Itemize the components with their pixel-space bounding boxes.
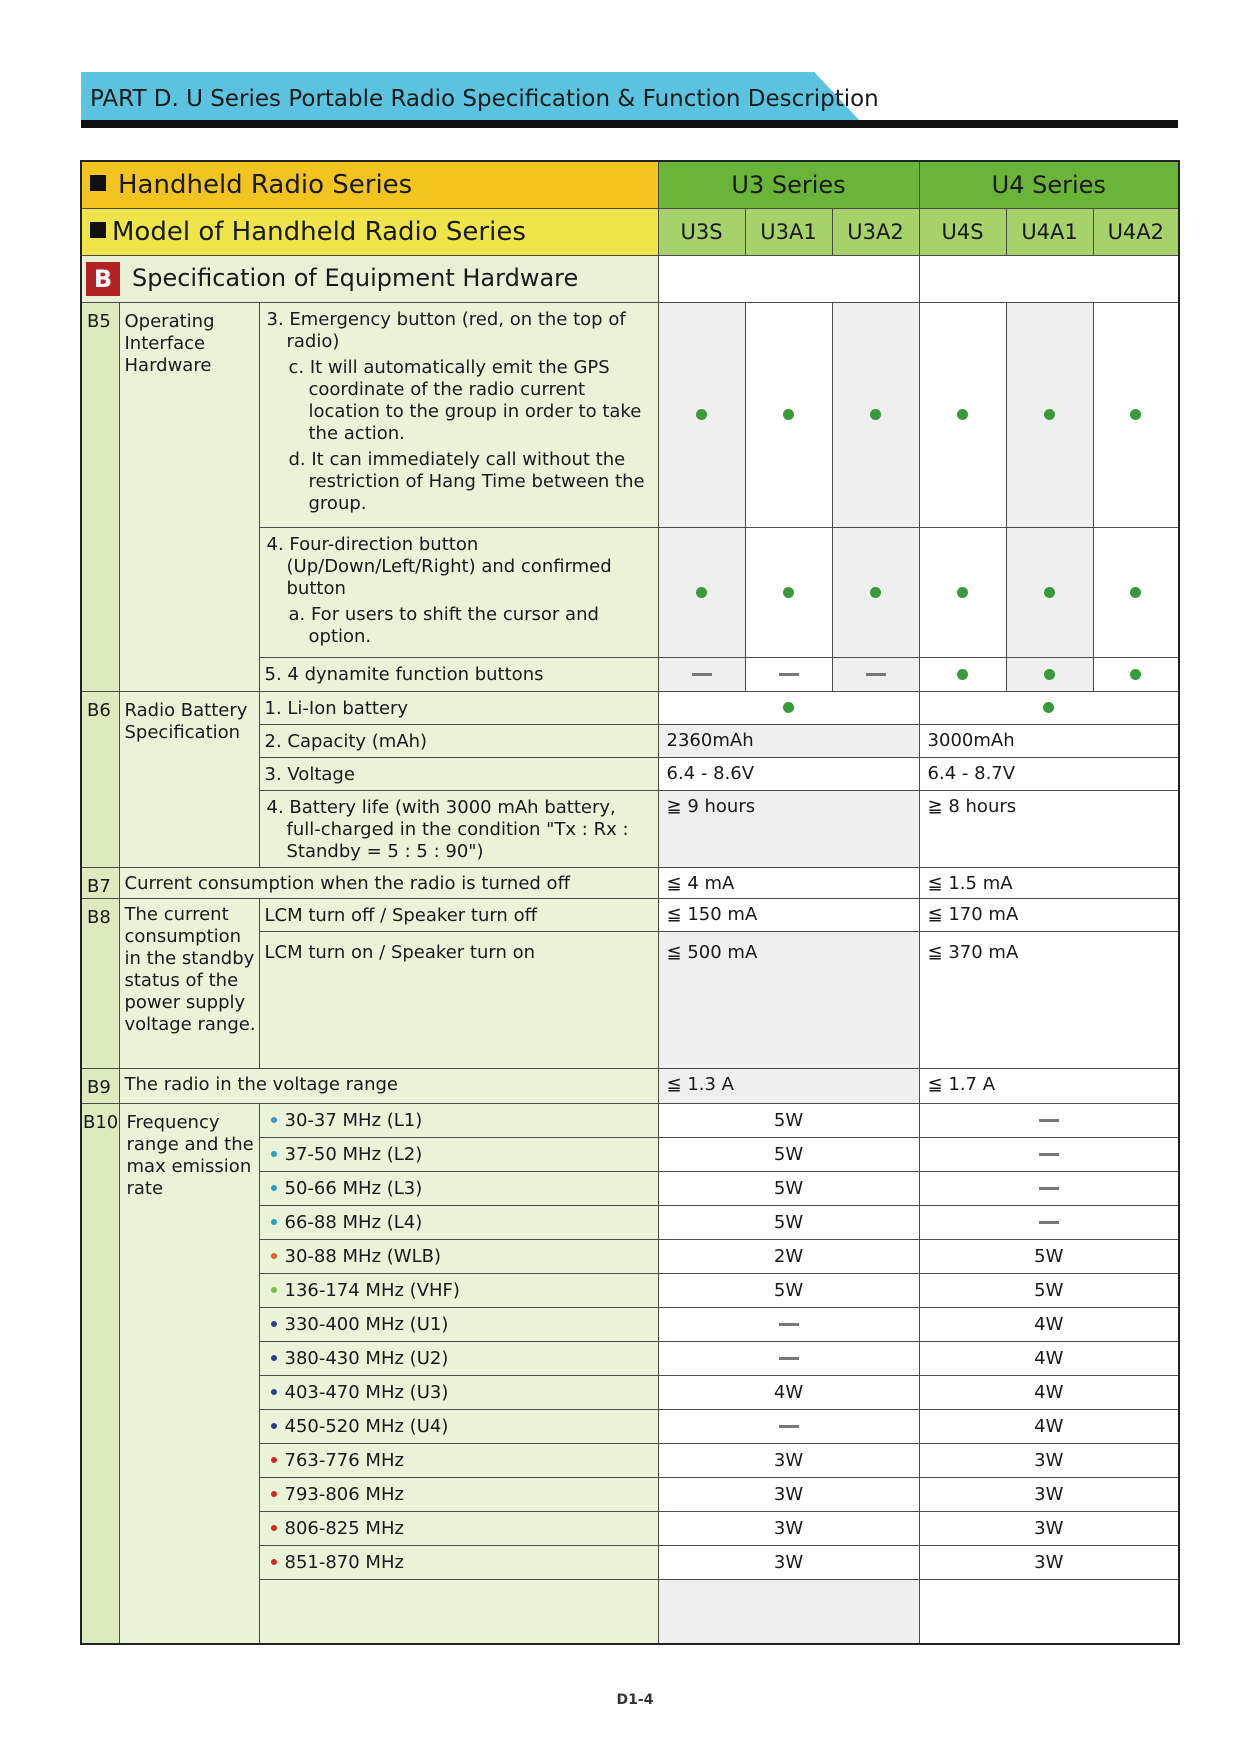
- supported-dot-icon: [957, 409, 968, 420]
- u3-value: ≦ 500 mA: [658, 932, 919, 1069]
- u4-value: 6.4 - 8.7V: [919, 758, 1179, 791]
- emergency-sub-c: c. It will automatically emit the GPS coordinate of the radio current location to the group in order to take the action.: [288, 357, 642, 444]
- square-bullet-icon: [90, 175, 106, 191]
- u4-power: 3W: [919, 1512, 1179, 1546]
- four-direction-title: 4. Four-direction button (Up/Down/Left/Right) and confirmed button: [266, 534, 612, 599]
- supported-dot-icon: [783, 702, 794, 713]
- u4-power: 3W: [919, 1478, 1179, 1512]
- emergency-title: 3. Emergency button (red, on the top of radio): [266, 309, 626, 352]
- band-label-cell: [259, 1512, 658, 1546]
- mark-cell: [1006, 303, 1093, 528]
- supported-dot-icon: [696, 409, 707, 420]
- mark-cell: [745, 658, 832, 692]
- band-bullet-icon: [271, 1287, 277, 1293]
- b6-battery-row: [81, 692, 1179, 725]
- mark-cell: [1093, 658, 1179, 692]
- band-label: 30-37 MHz (L1): [284, 1110, 423, 1131]
- model-label: Model of Handheld Radio Series: [112, 217, 526, 247]
- not-supported-dash-icon: [779, 1357, 799, 1360]
- mark-cell: [1093, 303, 1179, 528]
- mark-cell: [1093, 528, 1179, 658]
- section-u4-blank: [919, 256, 1179, 303]
- band-label-cell: [259, 1172, 658, 1206]
- u4-power: 5W: [919, 1240, 1179, 1274]
- b8-code: B8: [81, 899, 119, 1069]
- blank-u3-cell: [658, 1580, 919, 1644]
- band-bullet-icon: [271, 1151, 277, 1157]
- band-bullet-icon: [271, 1219, 277, 1225]
- blank-u4-cell: [919, 1580, 1179, 1644]
- u4-value: ≦ 1.7 A: [919, 1069, 1179, 1104]
- band-label-cell: [259, 1138, 658, 1172]
- u4-value: 3000mAh: [919, 725, 1179, 758]
- page-number: D1-4: [616, 1692, 654, 1708]
- u3-power: 5W: [658, 1172, 919, 1206]
- supported-dot-icon: [1130, 669, 1141, 680]
- u3-power: 2W: [658, 1240, 919, 1274]
- supported-dot-icon: [1130, 409, 1141, 420]
- band-label-cell: [259, 1206, 658, 1240]
- mark-cell: [832, 528, 919, 658]
- band-label: 50-66 MHz (L3): [284, 1178, 423, 1199]
- mark-cell: [919, 303, 1006, 528]
- supported-dot-icon: [870, 409, 881, 420]
- band-label: 851-870 MHz: [284, 1552, 404, 1573]
- section-u3-blank: [658, 256, 919, 303]
- series-header-row: [81, 161, 1179, 209]
- supported-dot-icon: [870, 587, 881, 598]
- mark-cell: [1006, 658, 1093, 692]
- model-u4s: U4S: [919, 209, 1006, 256]
- blank-item-cell: [259, 1580, 658, 1644]
- b6-battery-item: 1. Li-Ion battery: [259, 692, 658, 725]
- band-label: 37-50 MHz (L2): [284, 1144, 423, 1165]
- b5-emergency-item: [259, 303, 658, 528]
- band-bullet-icon: [271, 1389, 277, 1395]
- band-bullet-icon: [271, 1355, 277, 1361]
- mark-cell: [919, 658, 1006, 692]
- u3-value: ≦ 4 mA: [658, 868, 919, 899]
- u3-power: 3W: [658, 1478, 919, 1512]
- u3-power: [658, 1308, 919, 1342]
- b8-on-item: LCM turn on / Speaker turn on: [259, 932, 658, 1069]
- model-u4a2: U4A2: [1093, 209, 1179, 256]
- mark-cell: [745, 528, 832, 658]
- band-label-cell: [259, 1308, 658, 1342]
- model-header-row: [81, 209, 1179, 256]
- band-label-cell: [259, 1376, 658, 1410]
- b6-code: B6: [81, 692, 119, 868]
- u3-value: ≦ 150 mA: [658, 899, 919, 932]
- section-badge: B: [86, 262, 120, 296]
- u4-value: ≦ 370 mA: [919, 932, 1179, 1069]
- b10-category: Frequency range and the max emission rate: [119, 1104, 259, 1644]
- b8-off-item: LCM turn off / Speaker turn off: [259, 899, 658, 932]
- b9-code: B9: [81, 1069, 119, 1104]
- u3-value: ≧ 9 hours: [658, 791, 919, 868]
- b8-off-row: [81, 899, 1179, 932]
- u4-power: 4W: [919, 1308, 1179, 1342]
- supported-dot-icon: [1044, 587, 1055, 598]
- not-supported-dash-icon: [692, 673, 712, 676]
- b10-band-row: [81, 1104, 1179, 1138]
- b5-dynamite-item: 5. 4 dynamite function buttons: [259, 658, 658, 692]
- model-u3s: U3S: [658, 209, 745, 256]
- band-bullet-icon: [271, 1457, 277, 1463]
- mark-cell: [745, 303, 832, 528]
- mark-cell: [658, 692, 919, 725]
- b6-capacity-item: 2. Capacity (mAh): [259, 725, 658, 758]
- b7-label: Current consumption when the radio is turned off: [119, 868, 658, 899]
- section-title-cell: [81, 256, 658, 303]
- u3-power: 5W: [658, 1104, 919, 1138]
- supported-dot-icon: [957, 587, 968, 598]
- band-label-cell: [259, 1104, 658, 1138]
- supported-dot-icon: [1044, 409, 1055, 420]
- series-label: Handheld Radio Series: [118, 170, 413, 200]
- band-label: 450-520 MHz (U4): [284, 1416, 449, 1437]
- b7-row: [81, 868, 1179, 899]
- u3-value: 6.4 - 8.6V: [658, 758, 919, 791]
- band-label-cell: [259, 1444, 658, 1478]
- series-label-cell: [81, 161, 658, 209]
- u4-series-header: U4 Series: [919, 161, 1179, 209]
- u4-power: 3W: [919, 1444, 1179, 1478]
- band-label: 66-88 MHz (L4): [284, 1212, 423, 1233]
- band-label-cell: [259, 1342, 658, 1376]
- band-label: 806-825 MHz: [284, 1518, 404, 1539]
- band-bullet-icon: [271, 1559, 277, 1565]
- u3-power: [658, 1410, 919, 1444]
- band-bullet-icon: [271, 1525, 277, 1531]
- band-bullet-icon: [271, 1321, 277, 1327]
- band-bullet-icon: [271, 1491, 277, 1497]
- supported-dot-icon: [1044, 669, 1055, 680]
- u4-power: 4W: [919, 1342, 1179, 1376]
- band-label-cell: [259, 1410, 658, 1444]
- supported-dot-icon: [783, 409, 794, 420]
- not-supported-dash-icon: [1039, 1153, 1059, 1156]
- b6-voltage-item: 3. Voltage: [259, 758, 658, 791]
- spec-table: [80, 160, 1180, 1645]
- supported-dot-icon: [1043, 702, 1054, 713]
- band-label-cell: [259, 1274, 658, 1308]
- emergency-sub-d: d. It can immediately call without the restriction of Hang Time between the group.: [288, 449, 645, 514]
- b9-label: The radio in the voltage range: [119, 1069, 658, 1104]
- band-bullet-icon: [271, 1185, 277, 1191]
- model-u3a1: U3A1: [745, 209, 832, 256]
- u3-value: 2360mAh: [658, 725, 919, 758]
- model-label-cell: [81, 209, 658, 256]
- section-title: Specification of Equipment Hardware: [132, 264, 579, 292]
- not-supported-dash-icon: [1039, 1187, 1059, 1190]
- band-label: 763-776 MHz: [284, 1450, 404, 1471]
- supported-dot-icon: [1130, 587, 1141, 598]
- band-label: 380-430 MHz (U2): [284, 1348, 449, 1369]
- mark-cell: [658, 528, 745, 658]
- b9-row: [81, 1069, 1179, 1104]
- u3-power: 3W: [658, 1546, 919, 1580]
- u3-value: ≦ 1.3 A: [658, 1069, 919, 1104]
- b7-code: B7: [81, 868, 119, 899]
- header-rule: [81, 120, 1178, 128]
- u3-power: 5W: [658, 1138, 919, 1172]
- u3-power: 4W: [658, 1376, 919, 1410]
- u3-power: 5W: [658, 1206, 919, 1240]
- battery-life-label: 4. Battery life (with 3000 mAh battery, full-charged in the condition "Tx : Rx : Standby = 5 : 5 : 90"): [266, 797, 629, 862]
- band-bullet-icon: [271, 1423, 277, 1429]
- u3-power: [658, 1342, 919, 1376]
- u3-power: 5W: [658, 1274, 919, 1308]
- model-u4a1: U4A1: [1006, 209, 1093, 256]
- mark-cell: [658, 303, 745, 528]
- b5-category: Operating Interface Hardware: [119, 303, 259, 692]
- not-supported-dash-icon: [779, 1323, 799, 1326]
- band-label-cell: [259, 1546, 658, 1580]
- four-direction-sub-a: a. For users to shift the cursor and option.: [288, 604, 599, 647]
- b10-code: B10: [81, 1104, 119, 1644]
- band-label: 793-806 MHz: [284, 1484, 404, 1505]
- u4-value: ≦ 1.5 mA: [919, 868, 1179, 899]
- u4-power: [919, 1172, 1179, 1206]
- u4-value: ≧ 8 hours: [919, 791, 1179, 868]
- b6-category: Radio Battery Specification: [119, 692, 259, 868]
- band-bullet-icon: [271, 1117, 277, 1123]
- supported-dot-icon: [783, 587, 794, 598]
- band-bullet-icon: [271, 1253, 277, 1259]
- band-label: 30-88 MHz (WLB): [284, 1246, 441, 1267]
- b5-four-direction-item: [259, 528, 658, 658]
- not-supported-dash-icon: [779, 673, 799, 676]
- u4-value: ≦ 170 mA: [919, 899, 1179, 932]
- page-title: PART D. U Series Portable Radio Specification & Function Description: [90, 86, 879, 112]
- band-label: 136-174 MHz (VHF): [284, 1280, 460, 1301]
- mark-cell: [832, 303, 919, 528]
- supported-dot-icon: [696, 587, 707, 598]
- b8-category: The current consumption in the standby status of the power supply voltage range.: [119, 899, 259, 1069]
- band-label-cell: [259, 1240, 658, 1274]
- supported-dot-icon: [957, 669, 968, 680]
- mark-cell: [832, 658, 919, 692]
- u3-series-header: U3 Series: [658, 161, 919, 209]
- u4-power: 3W: [919, 1546, 1179, 1580]
- b5-code: B5: [81, 303, 119, 692]
- b5-emergency-row: [81, 303, 1179, 528]
- band-label-cell: [259, 1478, 658, 1512]
- not-supported-dash-icon: [1039, 1221, 1059, 1224]
- not-supported-dash-icon: [779, 1425, 799, 1428]
- not-supported-dash-icon: [1039, 1119, 1059, 1122]
- mark-cell: [1006, 528, 1093, 658]
- mark-cell: [919, 692, 1179, 725]
- mark-cell: [658, 658, 745, 692]
- u4-power: [919, 1104, 1179, 1138]
- u4-power: 4W: [919, 1376, 1179, 1410]
- u4-power: [919, 1206, 1179, 1240]
- model-u3a2: U3A2: [832, 209, 919, 256]
- band-label: 403-470 MHz (U3): [284, 1382, 449, 1403]
- u4-power: 4W: [919, 1410, 1179, 1444]
- u3-power: 3W: [658, 1512, 919, 1546]
- b6-life-item: [259, 791, 658, 868]
- section-row: [81, 256, 1179, 303]
- u3-power: 3W: [658, 1444, 919, 1478]
- not-supported-dash-icon: [866, 673, 886, 676]
- square-bullet-icon: [90, 222, 106, 238]
- mark-cell: [919, 528, 1006, 658]
- u4-power: [919, 1138, 1179, 1172]
- u4-power: 5W: [919, 1274, 1179, 1308]
- band-label: 330-400 MHz (U1): [284, 1314, 449, 1335]
